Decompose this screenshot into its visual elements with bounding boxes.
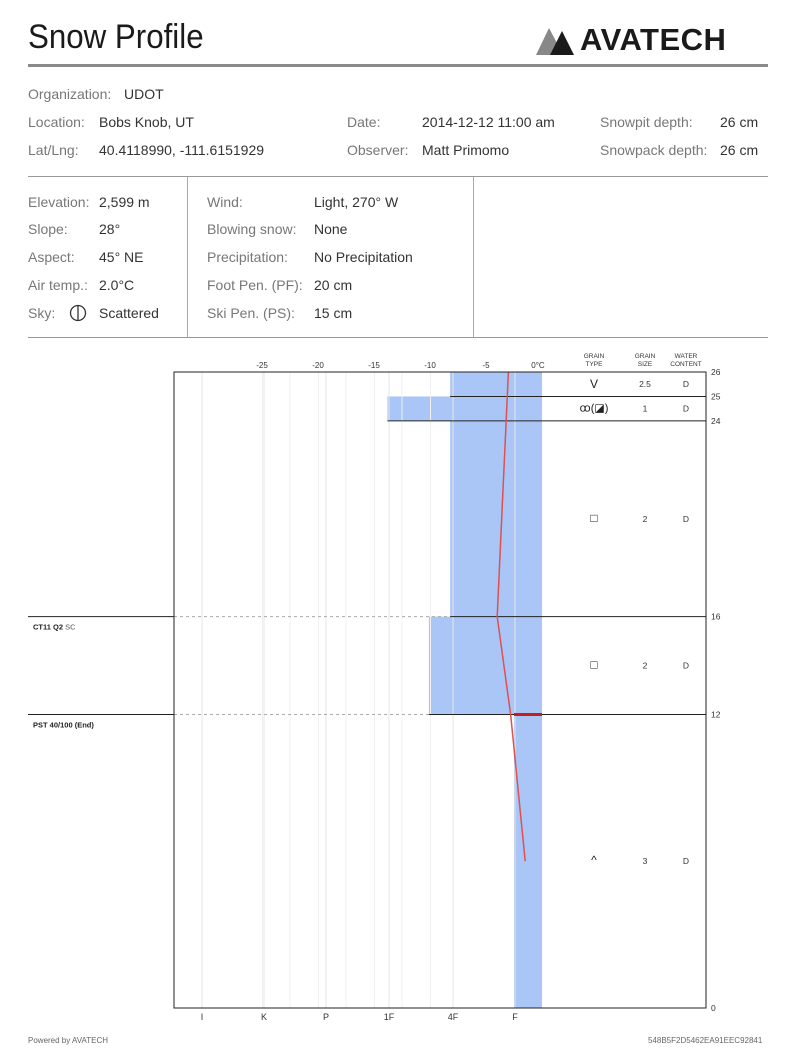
sky-label: Sky: [28, 305, 56, 321]
grain-type-symbol: □ [590, 510, 598, 525]
elevation-value: 2,599 m [99, 194, 150, 210]
depth-tick-label: 12 [711, 709, 721, 720]
grain-size-header: SIZE [637, 361, 653, 368]
ski-pen-value: 15 cm [314, 305, 353, 321]
grain-type-header: GRAIN [583, 353, 605, 360]
grain-type-symbol: ^ [591, 853, 597, 868]
location-value: Bobs Knob, UT [99, 114, 194, 130]
temp-tick-label: -25 [256, 361, 268, 370]
wind-value: Light, 270° W [314, 194, 399, 210]
temp-tick-label: -5 [482, 361, 490, 370]
grain-size-value: 2.5 [639, 379, 651, 390]
grain-type-header: TYPE [585, 361, 603, 368]
depth-tick-label: 25 [711, 391, 721, 402]
blowing-snow-value: None [314, 221, 348, 237]
organization-value: UDOT [124, 86, 164, 102]
airtemp-label: Air temp.: [28, 277, 88, 293]
hardness-tick-label: 1F [383, 1012, 395, 1022]
depth-tick-label: 0 [711, 1003, 716, 1013]
airtemp-value: 2.0°C [99, 277, 135, 293]
latlng-label: Lat/Lng: [28, 142, 79, 158]
water-content-value: D [682, 403, 690, 414]
grain-size-header: GRAIN [634, 353, 656, 360]
sky-value: Scattered [99, 305, 159, 321]
precipitation-label: Precipitation: [207, 249, 288, 265]
organization-label: Organization: [28, 86, 112, 102]
temp-tick-label: -10 [424, 361, 436, 370]
grain-type-symbol: □ [590, 657, 598, 672]
grain-size-value: 1 [642, 403, 648, 414]
water-content-header: CONTENT [670, 361, 702, 368]
hardness-tick-label: I [200, 1012, 204, 1022]
grain-size-value: 3 [642, 856, 648, 867]
snowpit-depth-label: Snowpit depth: [600, 114, 693, 130]
snowpack-depth-label: Snowpack depth: [600, 142, 708, 158]
water-content-value: D [682, 379, 690, 390]
ski-pen-label: Ski Pen. (PS): [207, 305, 295, 321]
snowpack-depth-value: 26 cm [720, 142, 759, 158]
foot-pen-label: Foot Pen. (PF): [207, 277, 303, 293]
hardness-tick-label: F [512, 1012, 518, 1022]
hardness-bar [450, 421, 542, 617]
profile-id: 548B5F2D5462EA91EEC92841 [648, 1036, 763, 1045]
grain-size-value: 2 [642, 660, 648, 671]
brand-name: AVATECH [580, 22, 727, 57]
hardness-bar [387, 396, 542, 420]
hardness-bar [450, 372, 542, 396]
depth-tick-label: 26 [711, 367, 721, 377]
observer-value: Matt Primomo [422, 142, 510, 158]
depth-tick-label: 16 [711, 611, 721, 622]
snowpit-depth-value: 26 cm [720, 114, 759, 130]
stability-test-label: PST 40/100 (End) [33, 720, 94, 730]
water-content-value: D [682, 513, 690, 524]
temp-tick-label: -15 [368, 361, 380, 370]
slope-value: 28° [99, 221, 121, 237]
temp-tick-label: -20 [312, 361, 324, 370]
blowing-snow-label: Blowing snow: [207, 221, 297, 237]
page-title: Snow Profile [28, 18, 204, 56]
date-value: 2014-12-12 11:00 am [422, 114, 555, 130]
hardness-bar [514, 714, 542, 1008]
hardness-tick-label: P [322, 1012, 330, 1022]
water-content-value: D [682, 660, 690, 671]
elevation-label: Elevation: [28, 194, 90, 210]
foot-pen-value: 20 cm [314, 277, 353, 293]
hardness-tick-label: K [260, 1012, 268, 1022]
wind-label: Wind: [207, 194, 243, 210]
date-label: Date: [347, 114, 381, 130]
water-content-value: D [682, 856, 690, 867]
grain-type-symbol: ꝏ(◪) [579, 402, 609, 415]
stability-test-label: CT11 Q2 SC [33, 622, 76, 632]
precipitation-value: No Precipitation [314, 249, 413, 265]
grain-type-symbol: V [589, 377, 599, 392]
slope-label: Slope: [28, 221, 68, 237]
aspect-label: Aspect: [28, 249, 75, 265]
hardness-tick-label: 4F [447, 1012, 459, 1022]
observer-label: Observer: [347, 142, 409, 158]
hardness-bar [429, 617, 542, 715]
aspect-value: 45° NE [99, 249, 144, 265]
latlng-value: 40.4118990, -111.6151929 [99, 142, 265, 158]
depth-tick-label: 24 [711, 415, 721, 426]
grain-size-value: 2 [642, 513, 648, 524]
water-content-header: WATER [674, 353, 698, 360]
location-label: Location: [28, 114, 85, 130]
temp-tick-label: 0°C [531, 361, 545, 370]
powered-by: Powered by AVATECH [28, 1036, 109, 1045]
